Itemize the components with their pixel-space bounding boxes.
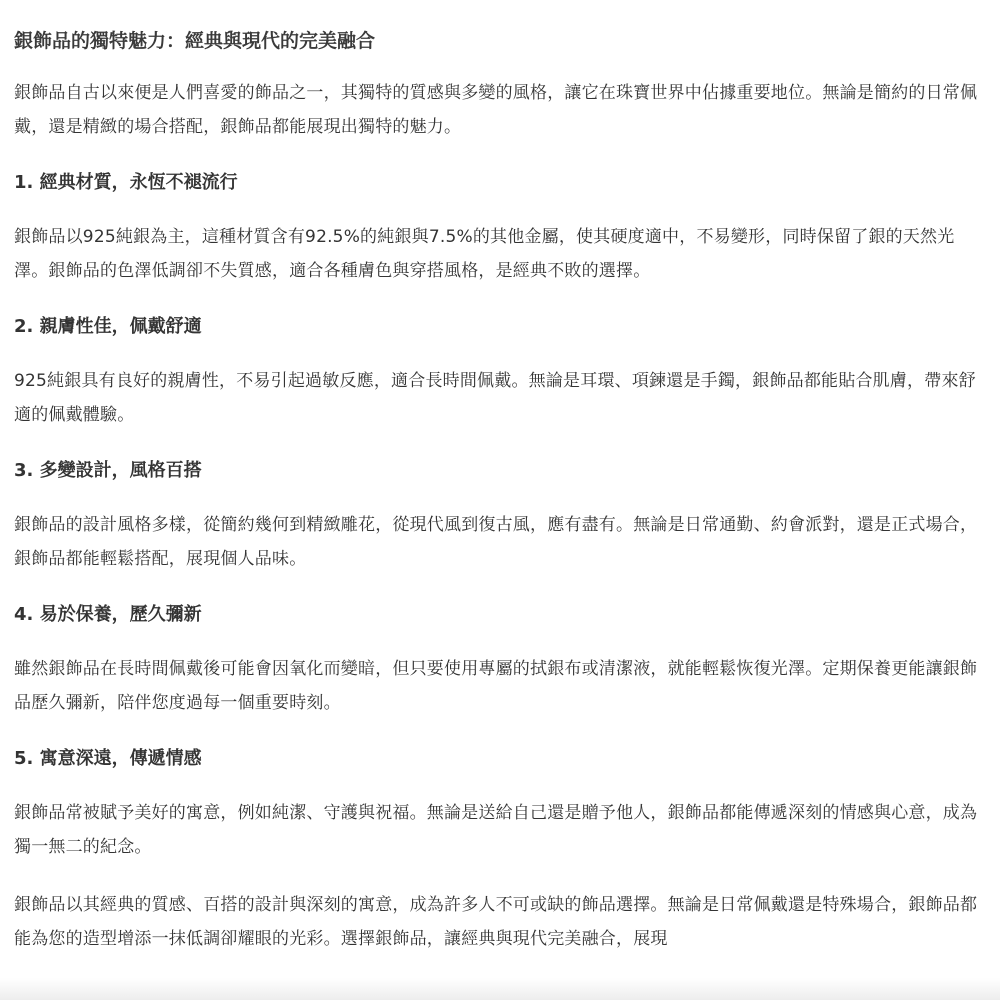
section-body-2: 925純銀具有良好的親膚性，不易引起過敏反應，適合長時間佩戴。無論是耳環、項鍊還是手鐲，銀飾品都能貼合肌膚，帶來舒適的佩戴體驗。 xyxy=(14,371,976,425)
intro-paragraph: 銀飾品自古以來便是人們喜愛的飾品之一，其獨特的質感與多變的風格，讓它在珠寶世界中佔據重要地位。無論是簡約的日常佩戴，還是精緻的場合搭配，銀飾品都能展現出獨特的魅力。 xyxy=(14,83,978,137)
conclusion-paragraph: 銀飾品以其經典的質感、百搭的設計與深刻的寓意，成為許多人不可或缺的飾品選擇。無論是日常佩戴還是特殊場合，銀飾品都能為您的造型增添一抹低調卻耀眼的光彩。選擇銀飾品，讓經典與現代完美融合，展現 xyxy=(14,895,978,949)
section-heading-4: 4. 易於保養，歷久彌新 xyxy=(14,604,202,625)
bottom-fade-overlay xyxy=(0,978,1000,1000)
section-heading-2: 2. 親膚性佳，佩戴舒適 xyxy=(14,316,202,337)
section-heading-3: 3. 多變設計，風格百搭 xyxy=(14,460,202,481)
article-title: 銀飾品的獨特魅力：經典與現代的完美融合 xyxy=(14,30,376,52)
section-body-5: 銀飾品常被賦予美好的寓意，例如純潔、守護與祝福。無論是送給自己還是贈予他人，銀飾品都能傳遞深刻的情感與心意，成為獨一無二的紀念。 xyxy=(14,803,978,857)
section-heading-5: 5. 寓意深遠，傳遞情感 xyxy=(14,748,202,769)
section-heading-1: 1. 經典材質，永恆不褪流行 xyxy=(14,172,238,193)
article xyxy=(14,26,979,980)
section-body-1: 銀飾品以925純銀為主，這種材質含有92.5%的純銀與7.5%的其他金屬，使其硬度適中，不易變形，同時保留了銀的天然光澤。銀飾品的色澤低調卻不失質感，適合各種膚色與穿搭風格，是經典不敗的選擇。 xyxy=(14,227,955,281)
section-body-3: 銀飾品的設計風格多樣，從簡約幾何到精緻雕花，從現代風到復古風，應有盡有。無論是日常通勤、約會派對，還是正式場合，銀飾品都能輕鬆搭配，展現個人品味。 xyxy=(14,515,978,569)
section-body-4: 雖然銀飾品在長時間佩戴後可能會因氧化而變暗，但只要使用專屬的拭銀布或清潔液，就能輕鬆恢復光澤。定期保養更能讓銀飾品歷久彌新，陪伴您度過每一個重要時刻。 xyxy=(14,659,978,713)
